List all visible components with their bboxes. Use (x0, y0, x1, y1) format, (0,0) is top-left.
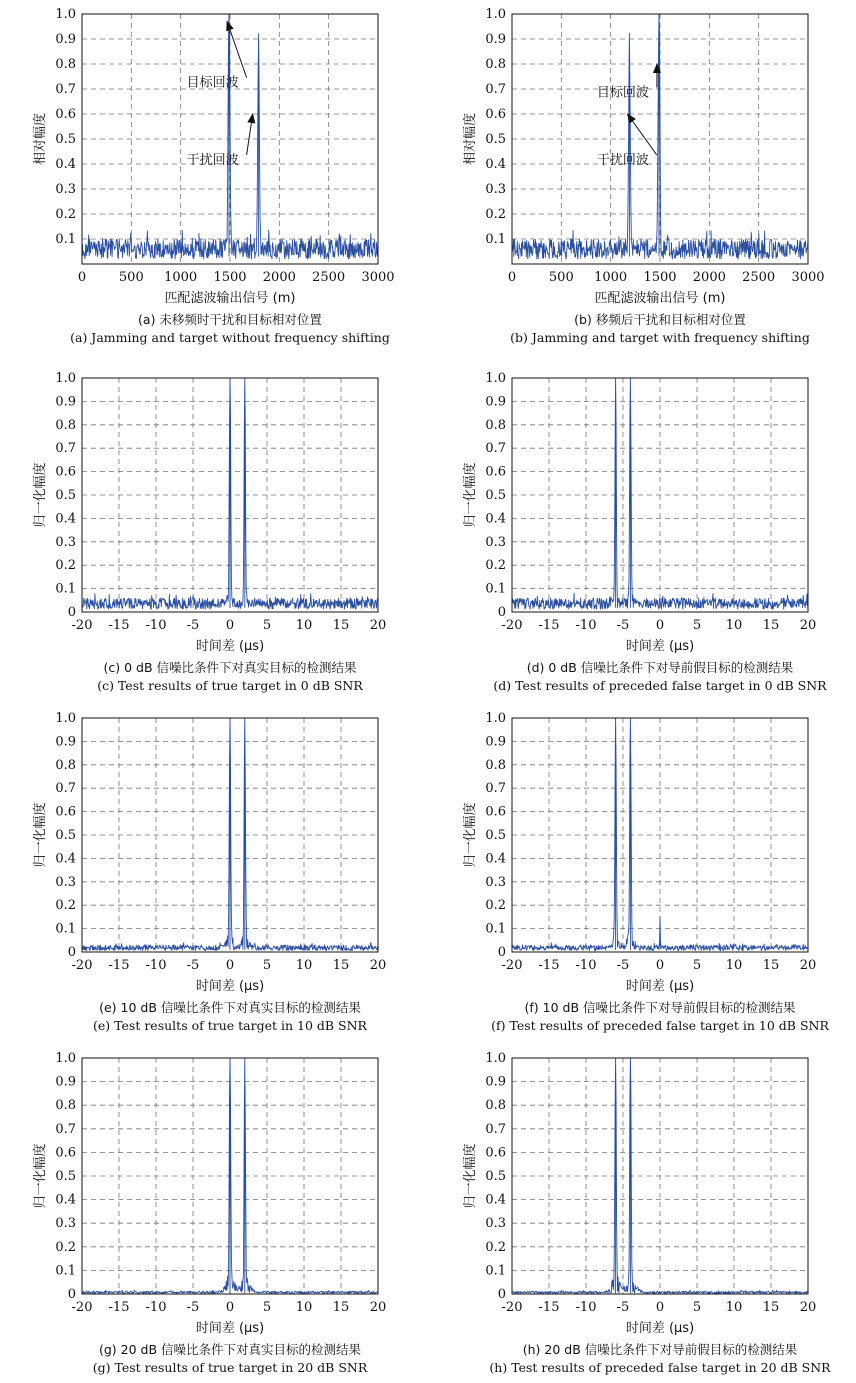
y-tick-label: 0.4 (485, 851, 506, 867)
y-tick-label: 0.9 (485, 394, 506, 410)
y-tick-label: 0.6 (485, 804, 506, 820)
y-tick-label: 0.4 (485, 511, 506, 527)
y-tick-label: 0.5 (485, 132, 506, 147)
x-tick-label: 20 (799, 618, 817, 633)
annotation-label: 干扰回波 (596, 153, 649, 168)
x-tick-label: 5 (692, 618, 702, 633)
y-tick-label: 0.9 (485, 32, 506, 47)
caption-cn: (e) 10 dB 信噪比条件下对真实目标的检测结果 (99, 1000, 361, 1015)
y-tick-label: 0.5 (55, 828, 76, 843)
chart-panel-c (32, 371, 386, 693)
x-tick-label: 10 (295, 1300, 313, 1315)
chart-panel-h (462, 1051, 831, 1375)
x-tick-label: -10 (145, 618, 167, 633)
x-tick-label: -15 (108, 958, 130, 973)
y-tick-label: 0.7 (485, 441, 506, 457)
y-tick-label: 0.5 (55, 1169, 76, 1184)
y-tick-label: 0.9 (485, 1074, 506, 1090)
y-tick-label: 0.2 (55, 1239, 76, 1255)
x-tick-label: 5 (262, 1300, 272, 1315)
x-tick-label: 3000 (361, 270, 395, 285)
y-tick-label: 0.5 (55, 132, 76, 147)
y-tick-label: 0.1 (485, 1263, 506, 1279)
x-tick-label: 5 (262, 958, 272, 973)
y-tick-label: 1.0 (55, 371, 76, 386)
x-tick-label: 2500 (742, 270, 776, 285)
chart-panel-f (462, 711, 829, 1033)
x-axis-label: 匹配滤波输出信号 (m) (594, 291, 726, 306)
y-axis-label: 相对幅度 (33, 112, 48, 166)
y-tick-label: 1.0 (485, 1051, 506, 1066)
chart-panel-b (462, 7, 825, 345)
chart-panel-e (32, 711, 386, 1033)
x-tick-label: -15 (538, 618, 560, 633)
x-tick-label: 15 (762, 958, 780, 973)
y-tick-label: 0.3 (55, 534, 76, 550)
x-tick-label: 1500 (213, 270, 247, 285)
y-tick-label: 0.4 (485, 157, 506, 172)
y-tick-label: 0.8 (55, 417, 76, 433)
x-tick-label: 20 (799, 958, 817, 973)
x-tick-label: 0 (77, 270, 87, 285)
x-tick-label: 10 (725, 618, 743, 633)
caption-cn: (c) 0 dB 信噪比条件下对真实目标的检测结果 (103, 660, 357, 675)
x-tick-label: 10 (295, 958, 313, 973)
y-tick-label: 0.4 (55, 851, 76, 867)
x-tick-label: 15 (332, 958, 350, 973)
y-tick-label: 0.4 (55, 1192, 76, 1208)
y-tick-label: 0.6 (485, 107, 506, 122)
x-tick-label: 20 (369, 618, 387, 633)
y-tick-label: 0.8 (485, 417, 506, 433)
y-tick-label: 0.6 (485, 464, 506, 480)
y-tick-label: 0.5 (55, 488, 76, 503)
y-tick-label: 0.9 (485, 734, 506, 750)
annotation-arrow (627, 114, 656, 155)
y-tick-label: 0.6 (55, 804, 76, 820)
x-axis-label: 匹配滤波输出信号 (m) (164, 291, 296, 306)
x-axis-label: 时间差 (μs) (625, 639, 695, 654)
x-tick-label: 15 (332, 1300, 350, 1315)
y-tick-label: 0.2 (55, 558, 76, 574)
y-axis-label: 相对幅度 (463, 112, 478, 166)
y-tick-label: 1.0 (55, 711, 76, 726)
x-tick-label: 1000 (164, 270, 198, 285)
y-tick-label: 0.1 (485, 921, 506, 937)
signal-trace (82, 718, 378, 951)
y-tick-label: 0.3 (485, 1216, 506, 1232)
x-tick-label: 5 (692, 958, 702, 973)
y-tick-label: 0.9 (55, 394, 76, 410)
y-tick-label: 0.7 (485, 781, 506, 797)
y-tick-label: 0.1 (55, 1263, 76, 1279)
y-tick-label: 0.8 (485, 57, 506, 72)
x-tick-label: 3000 (791, 270, 825, 285)
x-tick-label: -15 (538, 958, 560, 973)
y-tick-label: 0.1 (55, 921, 76, 937)
caption-en: (d) Test results of preceded false target in 0 dB SNR (493, 678, 827, 693)
x-tick-label: 15 (762, 1300, 780, 1315)
signal-trace (82, 1058, 378, 1293)
x-tick-label: -20 (501, 618, 523, 633)
x-tick-label: -10 (575, 1300, 597, 1315)
caption-en: (g) Test results of true target in 20 dB SNR (92, 1360, 368, 1375)
y-tick-label: 0.1 (485, 581, 506, 597)
y-tick-label: 0 (497, 605, 506, 620)
signal-trace (512, 378, 808, 609)
x-tick-label: 10 (725, 1300, 743, 1315)
y-tick-label: 0.2 (485, 207, 506, 222)
y-tick-label: 0.3 (485, 182, 506, 197)
y-tick-label: 0.8 (55, 57, 76, 72)
y-tick-label: 0 (497, 945, 506, 960)
chart-panel-g (32, 1051, 386, 1375)
y-tick-label: 0.3 (55, 874, 76, 890)
y-tick-label: 0.4 (55, 511, 76, 527)
x-tick-label: -10 (145, 1300, 167, 1315)
y-tick-label: 0.1 (485, 232, 506, 247)
x-tick-label: 2000 (262, 270, 296, 285)
x-tick-label: -5 (186, 958, 200, 973)
y-tick-label: 0.3 (485, 874, 506, 890)
caption-cn: (a) 未移频时干扰和目标相对位置 (138, 312, 322, 327)
x-tick-label: 0 (225, 958, 235, 973)
x-tick-label: 15 (762, 618, 780, 633)
y-axis-label: 归一化幅度 (463, 802, 478, 868)
y-tick-label: 0.2 (55, 207, 76, 222)
x-tick-label: 15 (332, 618, 350, 633)
caption-cn: (b) 移频后干扰和目标相对位置 (574, 312, 746, 327)
x-tick-label: 10 (295, 618, 313, 633)
x-tick-label: 2000 (692, 270, 726, 285)
x-tick-label: -20 (501, 958, 523, 973)
x-tick-label: 500 (118, 270, 144, 285)
x-tick-label: 5 (262, 618, 272, 633)
y-tick-label: 0 (67, 605, 76, 620)
caption-en: (a) Jamming and target without frequency shifting (70, 330, 390, 345)
y-axis-label: 归一化幅度 (463, 462, 478, 528)
x-tick-label: 1500 (643, 270, 677, 285)
y-tick-label: 1.0 (55, 1051, 76, 1066)
chart-panel-d (462, 371, 827, 693)
x-tick-label: 20 (369, 958, 387, 973)
x-tick-label: -10 (575, 958, 597, 973)
x-tick-label: 0 (225, 1300, 235, 1315)
x-tick-label: -20 (71, 1300, 93, 1315)
signal-trace (82, 378, 378, 609)
y-axis-label: 归一化幅度 (33, 462, 48, 528)
y-tick-label: 0 (67, 945, 76, 960)
caption-en: (e) Test results of true target in 10 dB SNR (93, 1018, 367, 1033)
y-tick-label: 0.9 (55, 32, 76, 47)
x-tick-label: 20 (369, 1300, 387, 1315)
x-tick-label: -5 (186, 618, 200, 633)
y-axis-label: 归一化幅度 (33, 802, 48, 868)
y-tick-label: 0.2 (485, 1239, 506, 1255)
x-tick-label: -10 (145, 958, 167, 973)
y-tick-label: 0.9 (55, 1074, 76, 1090)
x-tick-label: -5 (186, 1300, 200, 1315)
x-tick-label: -5 (616, 958, 630, 973)
y-tick-label: 0.5 (485, 828, 506, 843)
caption-en: (b) Jamming and target with frequency shifting (510, 330, 810, 345)
annotation-label: 目标回波 (186, 75, 239, 91)
y-tick-label: 1.0 (485, 371, 506, 386)
annotation-label: 目标回波 (596, 85, 649, 101)
x-tick-label: 5 (692, 1300, 702, 1315)
x-axis-label: 时间差 (μs) (625, 979, 695, 994)
y-axis-label: 归一化幅度 (463, 1143, 478, 1209)
caption-cn: (f) 10 dB 信噪比条件下对导前假目标的检测结果 (524, 1000, 796, 1015)
x-tick-label: 20 (799, 1300, 817, 1315)
y-tick-label: 0.7 (485, 82, 506, 97)
x-tick-label: 0 (507, 270, 517, 285)
y-tick-label: 0.7 (55, 781, 76, 797)
y-tick-label: 0.8 (485, 757, 506, 773)
y-tick-label: 1.0 (55, 7, 76, 22)
x-tick-label: -20 (71, 618, 93, 633)
y-tick-label: 0.3 (55, 182, 76, 197)
y-tick-label: 1.0 (485, 7, 506, 22)
x-tick-label: 0 (655, 618, 665, 633)
caption-cn: (h) 20 dB 信噪比条件下对导前假目标的检测结果 (522, 1342, 798, 1357)
y-tick-label: 0.5 (485, 1169, 506, 1184)
x-tick-label: 10 (725, 958, 743, 973)
y-tick-label: 0.6 (55, 107, 76, 122)
caption-cn: (d) 0 dB 信噪比条件下对导前假目标的检测结果 (526, 660, 794, 675)
x-tick-label: -10 (575, 618, 597, 633)
y-tick-label: 0.6 (55, 1145, 76, 1161)
y-axis-label: 归一化幅度 (33, 1143, 48, 1209)
caption-en: (f) Test results of preceded false target in 10 dB SNR (491, 1018, 829, 1033)
y-tick-label: 0 (497, 1287, 506, 1302)
y-tick-label: 0.2 (485, 558, 506, 574)
y-tick-label: 0.9 (55, 734, 76, 750)
x-tick-label: -15 (108, 1300, 130, 1315)
y-tick-label: 0.6 (55, 464, 76, 480)
y-tick-label: 0.1 (55, 581, 76, 597)
y-tick-label: 0.4 (485, 1192, 506, 1208)
y-tick-label: 0.7 (55, 1121, 76, 1137)
annotation-arrow (247, 114, 253, 155)
y-tick-label: 0.8 (55, 757, 76, 773)
x-tick-label: 500 (548, 270, 574, 285)
x-tick-label: -20 (71, 958, 93, 973)
x-tick-label: 0 (655, 958, 665, 973)
x-tick-label: 0 (225, 618, 235, 633)
y-tick-label: 0.7 (55, 441, 76, 457)
x-axis-label: 时间差 (μs) (195, 979, 265, 994)
y-tick-label: 1.0 (485, 711, 506, 726)
x-tick-label: -5 (616, 618, 630, 633)
y-tick-label: 0.4 (55, 157, 76, 172)
x-tick-label: 1000 (594, 270, 628, 285)
y-tick-label: 0.7 (485, 1121, 506, 1137)
y-tick-label: 0.5 (485, 488, 506, 503)
y-tick-label: 0.1 (55, 232, 76, 247)
x-tick-label: -20 (501, 1300, 523, 1315)
x-axis-label: 时间差 (μs) (195, 639, 265, 654)
y-tick-label: 0.8 (55, 1098, 76, 1114)
y-tick-label: 0.8 (485, 1098, 506, 1114)
x-tick-label: -5 (616, 1300, 630, 1315)
annotation-label: 干扰回波 (186, 153, 239, 168)
y-tick-label: 0.7 (55, 82, 76, 97)
y-tick-label: 0.3 (55, 1216, 76, 1232)
x-tick-label: -15 (108, 618, 130, 633)
caption-en: (c) Test results of true target in 0 dB SNR (97, 678, 363, 693)
signal-trace (512, 718, 808, 951)
x-axis-label: 时间差 (μs) (195, 1321, 265, 1336)
y-tick-label: 0.3 (485, 534, 506, 550)
caption-cn: (g) 20 dB 信噪比条件下对真实目标的检测结果 (98, 1342, 362, 1357)
y-tick-label: 0 (67, 1287, 76, 1302)
x-tick-label: 0 (655, 1300, 665, 1315)
x-tick-label: -15 (538, 1300, 560, 1315)
y-tick-label: 0.6 (485, 1145, 506, 1161)
y-tick-label: 0.2 (55, 898, 76, 914)
x-tick-label: 2500 (312, 270, 346, 285)
x-axis-label: 时间差 (μs) (625, 1321, 695, 1336)
caption-en: (h) Test results of preceded false target in 20 dB SNR (489, 1360, 831, 1375)
chart-panel-a (32, 7, 395, 345)
y-tick-label: 0.2 (485, 898, 506, 914)
